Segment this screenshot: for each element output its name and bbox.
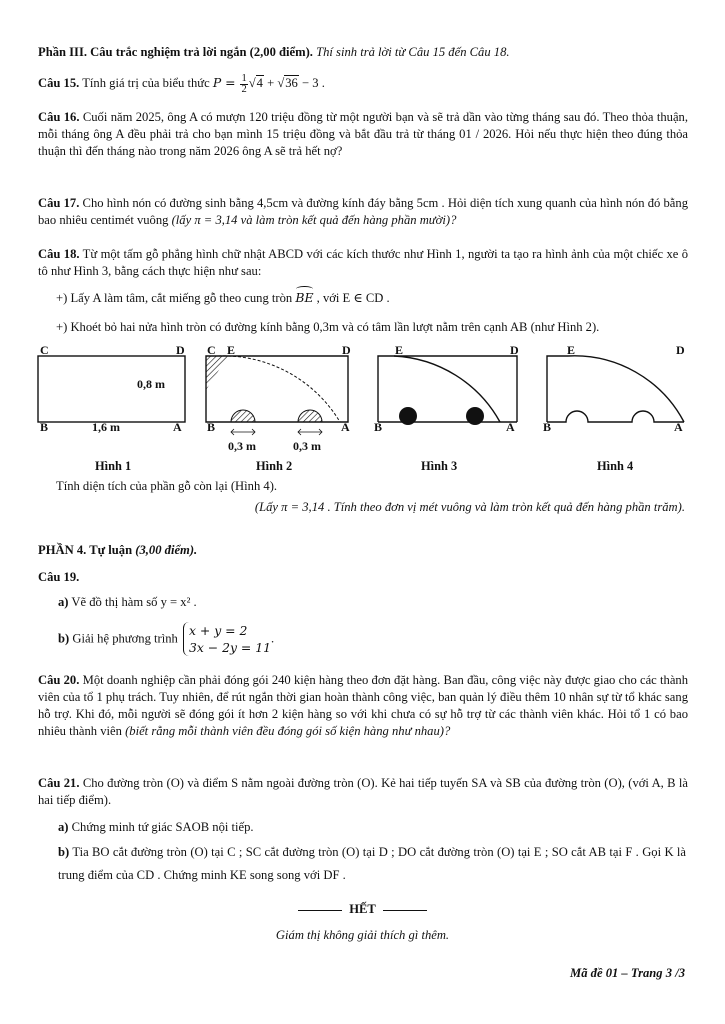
h3-wheel-left [399,407,417,425]
end-marker [0,902,725,917]
h4-label-e: E [567,343,576,357]
h1-label-c: C [40,343,49,357]
part4-heading [38,542,688,559]
h3-diagram [378,356,517,425]
q17-note: (lấy π = 3,14 và làm tròn kết quả đến hàng phần mười)? [171,213,457,227]
h3-caption: Hình 3 [421,459,458,473]
h4-label-a: A [674,420,683,434]
h4-arc [568,356,684,422]
q16-text: Cuối năm 2025, ông A có mượn 120 triệu đồng từ một người bạn và sẽ trả dần vào từng tháng sau đó. Theo thỏa thuận, mỗi tháng ông A đều phải trả cho bạn mình 15 triệu đồng và bắt đầu trả từ tháng 01 / 2026. Hỏi nếu thực hiện theo đúng thỏa thuận thì đến tháng nào trong năm 2026 ông A sẽ trả hết nợ? [38,110,688,158]
h3-label-e: E [395,343,404,357]
part3-instruction: Thí sinh trả lời từ Câu 15 đến Câu 18. [312,45,510,59]
q21-a-label: a) [58,820,69,834]
h4-label-b: B [543,420,552,434]
h2-caption: Hình 2 [256,459,293,473]
q21-a-text: Chứng minh tứ giác SAOB nội tiếp. [68,820,254,834]
h1-label-a: A [173,420,182,434]
h2-label-d: D [342,343,351,357]
h3-label-d: D [510,343,519,357]
q20-label: Câu 20. [38,673,80,687]
h2-semicircle-left [231,410,255,422]
q15-fraction [240,74,247,95]
q18-step1-tail: , với E ∈ CD . [313,291,390,305]
q15-formula-lhs: P = [212,75,240,90]
proctor-note [0,928,725,943]
part4-title: PHẦN 4. Tự luận [38,543,136,557]
h1-caption: Hình 1 [95,459,132,473]
h3-label-a: A [506,420,515,434]
q20-text: Một doanh nghiệp cần phải đóng gói 240 kiện hàng theo đơn đặt hàng. Ban đầu, công việc này được giao cho các thành viên của tổ 1 phụ trách. Tuy nhiên, để rút ngắn thời gian hoàn thành công việc, ban quản lý điều thêm 10 nhân sự từ tổ khác sang hỗ trợ. Khi đó, mỗi người sẽ đóng gói ít hơn 2 kiện hàng so với khi chưa có sự hỗ trợ từ các thành viên khác. Hỏi tổ 1 có bao nhiêu thành viên [38,673,688,738]
q19-b-label: b) [58,631,70,646]
q20-note: (biết rằng mỗi thành viên đều đóng gói số kiện hàng như nhau)? [125,724,451,738]
q15-tail: − 3 . [298,76,325,90]
h2-dim-label-1: 0,3 m [228,439,256,453]
h2-label-c: C [207,343,216,357]
q18-note-text: (Lấy π = 3,14 . Tính theo đơn vị mét vuông và làm tròn kết quả đến hàng phần trăm). [254,500,685,514]
q18-note [38,499,685,516]
page-code [570,966,685,981]
q18-text: Từ một tấm gỗ phẳng hình chữ nhật ABCD với các kích thước như Hình 1, người ta tạo ra hình ảnh của một chiếc xe ô tô như Hình 3, bằng cách thực hiện như sau: [38,247,689,278]
sqrt-icon: √ [277,76,285,90]
h2-label-b: B [207,420,216,434]
h4-bottom-edge [547,411,684,422]
q19-part-b: b) Giải hệ phương trình x + y = 2 3x − 2y = 11 . [58,623,275,655]
q19-b-text: Giải hệ phương trình [69,631,181,646]
h1-width-label: 1,6 m [92,420,120,434]
part3-heading [38,44,688,61]
q15-frac-num: 1 [241,72,247,84]
q19-equation-system [183,622,271,656]
q19-part-a [38,594,708,611]
q16-label: Câu 16. [38,110,80,124]
part3-title: Phần III. Câu trắc nghiệm trả lời ngắn (2,00 điểm). [38,45,313,59]
q18-ask-text: Tính diện tích của phần gỗ còn lại (Hình 4). [56,479,278,493]
q21-b-label: b) [58,845,70,859]
q17-label: Câu 17. [38,196,80,210]
part4-points: (3,00 điểm). [135,543,198,557]
h2-hatched-corner [206,356,228,390]
q15-radicand-1: 4 [256,76,263,90]
h4-caption: Hình 4 [597,459,634,473]
q18-ask [38,478,706,495]
h2-label-e: E [227,343,236,357]
question-21 [38,775,688,809]
h4-label-d: D [676,343,685,357]
q15-plus: + [263,76,278,90]
q18-step-1 [38,289,706,307]
q18-step-2 [38,319,706,336]
h2-semicircle-right [298,410,322,422]
question-15 [38,70,688,96]
h4-diagram [547,356,684,422]
q15-frac-den: 2 [241,83,247,95]
q18-label: Câu 18. [38,247,80,261]
h3-wheel-right [466,407,484,425]
q18-step2-text: +) Khoét bỏ hai nửa hình tròn có đường kính bằng 0,3m và có tâm lần lượt nằm trên cạnh AB (như Hình 2). [56,320,600,334]
q19-eq2: 3x − 2y = 11 [188,640,272,655]
q21-text: Cho đường tròn (O) và điểm S nằm ngoài đường tròn (O). Kẻ hai tiếp tuyến SA và SB của đường tròn (O), (với A, B là hai tiếp điểm). [38,776,688,807]
question-20 [38,672,688,740]
end-rule-left [298,910,342,911]
q19-a-text: Vẽ đồ thị hàm số y = x² . [68,595,197,609]
q19-label: Câu 19. [38,570,80,584]
q18-arc-be: BE [295,290,314,305]
page-code-text: Mã đề 01 – Trang 3 /3 [570,966,685,980]
h2-dim-label-2: 0,3 m [293,439,321,453]
q21-part-b [38,841,686,887]
q15-label: Câu 15. [38,76,80,90]
question-18 [38,246,688,280]
h1-height-label: 0,8 m [137,377,165,391]
proctor-note-text: Giám thị không giải thích gì thêm. [275,928,450,942]
q19-eq1: x + y = 2 [188,623,248,638]
q15-radicand-2: 36 [285,76,298,90]
q19-a-label: a) [58,595,69,609]
q21-label: Câu 21. [38,776,80,790]
q15-text: Tính giá trị của biểu thức [79,76,213,90]
question-16 [38,109,688,160]
end-text: HẾT [349,902,376,916]
q18-step1-text: +) Lấy A làm tâm, cắt miếng gỗ theo cung tròn [56,291,296,305]
end-rule-right [383,910,427,911]
q21-part-a [38,819,708,836]
question-17 [38,195,688,229]
h1-label-d: D [176,343,185,357]
sqrt-icon: √ [248,76,256,90]
question-19 [38,569,688,586]
h2-diagram [206,356,348,435]
h1-label-b: B [40,420,49,434]
h2-label-a: A [341,420,350,434]
q17-text: Cho hình nón có đường sinh bằng 4,5cm và đường kính đáy bằng 5cm . Hỏi diện tích xung quanh của hình nón đó bằng bao nhiêu centimét vuông [38,196,688,227]
q21-b-text: Tia BO cắt đường tròn (O) tại C ; SC cắt đường tròn (O) tại D ; DO cắt đường tròn (O) tại E ; SO cắt AB tại F . Gọi K là trung điểm của CD . Chứng minh KE song song với DF . [58,845,686,882]
h3-label-b: B [374,420,383,434]
